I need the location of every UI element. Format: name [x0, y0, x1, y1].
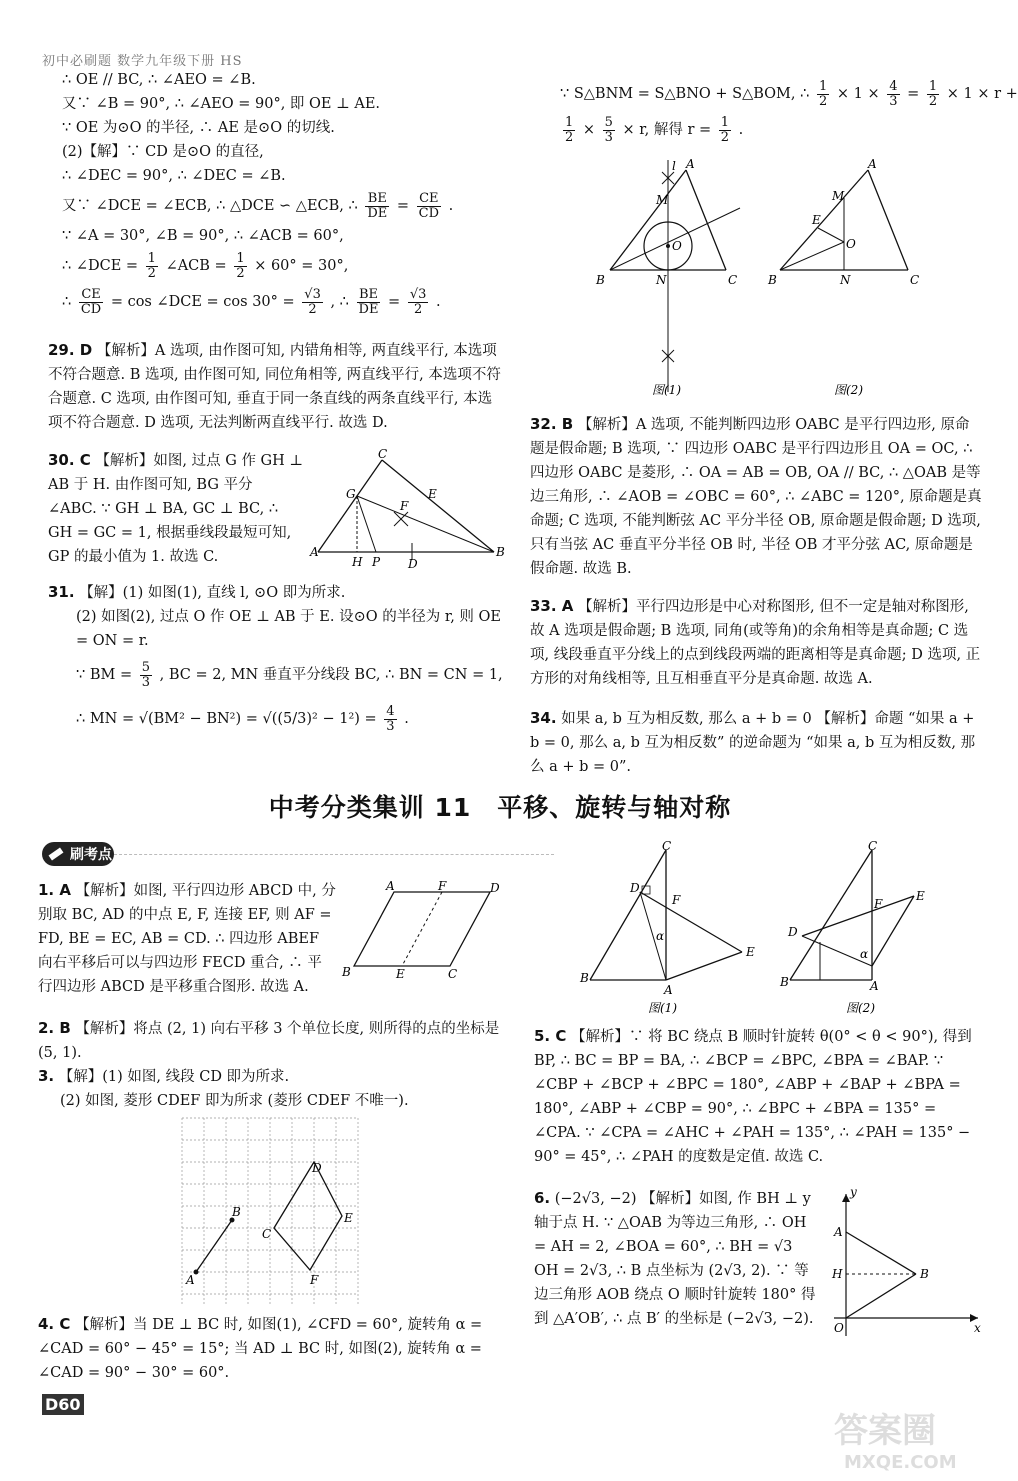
label-C: C	[262, 1227, 272, 1241]
label-A: A	[186, 1273, 195, 1287]
label-y: y	[850, 1185, 857, 1199]
label-A: A	[386, 879, 395, 893]
fraction	[146, 252, 158, 281]
label-N: N	[840, 273, 851, 287]
question-text: 【解析】将点 (2, 1) 向右平移 3 个单位长度, 则所得的点的坐标是 (5, 1).	[38, 1021, 500, 1061]
figure-q4	[580, 840, 940, 1016]
label-P: P	[372, 555, 381, 569]
denominator: 3	[141, 674, 150, 690]
question-text: 【解析】∵ 将 BC 绕点 B 顺时针旋转 θ(0° < θ < 90°), 得到 BP, ∴ BC = BP = BA, ∴ ∠BCP = ∠BPC, ∠BPA = ∠BAP. ∵ ∠CBP + ∠BCP + ∠BPC = 180°, ∠ABP + ∠BAP + ∠BPA = 180°, ∠ABP + ∠CBP = 90°, ∴ ∠BPC + ∠BPA = 135° = ∠CPA. ∵ ∠CPA = ∠AHC + ∠PAH = 135°, ∴ ∠PAH = 135° − 90° = 45°, ∴ ∠PAH 的度数是定值. 故选 C.	[534, 1029, 972, 1165]
question-3	[38, 1064, 504, 1113]
label-B: B	[342, 965, 351, 979]
figure-q3-grid	[174, 1114, 370, 1308]
label-alpha: α	[656, 929, 665, 943]
numerator: BE	[365, 192, 389, 207]
denominator: CD	[418, 205, 440, 221]
text-span: , BC = 2, MN 垂直平分线段 BC, ∴ BN = CN = 1,	[159, 667, 503, 683]
text-span: × 1 ×	[836, 86, 880, 102]
numerator: BE	[357, 288, 381, 303]
numerator: 5	[604, 114, 613, 130]
denominator: 2	[565, 129, 574, 145]
text-span: = cos ∠DCE = cos 30° =	[110, 294, 295, 310]
fraction	[927, 80, 939, 109]
label-F: F	[310, 1273, 319, 1287]
question-text: 【解析】如图, 过点 G 作 GH ⊥ AB 于 H. 由作图可知, BG 平分 ∠ABC. ∵ GH ⊥ BA, GC ⊥ BC, ∴ GH = GC = 1, 根据垂线段最短可知, GP 的最小值为 1. 故选 C.	[48, 453, 304, 565]
question-number: 6.	[534, 1189, 551, 1207]
numerator: 4	[386, 703, 395, 719]
question-30	[48, 448, 304, 569]
label-B: B	[580, 971, 589, 985]
question-text: 【解析】A 选项, 由作图可知, 内错角相等, 两直线平行, 本选项不符合题意. B 选项, 由作图可知, 同位角相等, 两直线平行, 本选项不符合题意. C 选项, 由作图可知, 垂直于同一条直线的两条直线平行, 本选项不符合题意. D 选项, 无法判断两直线平行. 故选 D.	[48, 343, 501, 431]
label-B: B	[920, 1267, 929, 1281]
fraction	[140, 661, 152, 690]
label-H: H	[352, 555, 363, 569]
label-F: F	[874, 897, 883, 911]
label-M: M	[832, 189, 845, 203]
question-number: 1. A	[38, 881, 71, 899]
question-text: (−2√3, −2) 【解析】如图, 作 BH ⊥ y 轴于点 H. ∵ △OAB 为等边三角形, ∴ OH = AH = 2, ∠BOA = 60°, ∴ BH = √3 OH = 2√3, ∴ B 点坐标为 (2√3, 2). ∵ 等边三角形 AOB 绕点 O 顺时针旋转 180° 得到 △A′OB′, ∴ 点 B′ 的坐标是 (−2√3, −2).	[534, 1191, 816, 1327]
question-text: (2) 如图(2), 过点 O 作 OE ⊥ AB 于 E. 设⊙O 的半径为 r, 则 OE = ON = r.	[76, 609, 501, 649]
label-E: E	[344, 1211, 353, 1225]
fraction	[79, 288, 103, 317]
text-span: =	[396, 198, 410, 214]
figure-q31	[590, 157, 930, 400]
label-B: B	[232, 1205, 241, 1219]
label-l: l	[672, 159, 676, 173]
svg-text:MXQE.COM: MXQE.COM	[844, 1452, 957, 1473]
label-M: M	[656, 193, 669, 207]
fraction	[417, 192, 441, 221]
text-span: ∴	[62, 294, 72, 310]
left-column-top	[62, 68, 502, 320]
numerator: 1	[565, 114, 574, 130]
label-O: O	[846, 237, 856, 251]
question-5	[534, 1024, 978, 1169]
question-text: 【解析】当 DE ⊥ BC 时, 如图(1), ∠CFD = 60°, 旋转角 α = ∠CAD = 60° − 45° = 15°; 当 AD ⊥ BC 时, 如图(2), 旋转角 α = ∠CAD = 90° − 30° = 60°.	[38, 1317, 483, 1381]
label-O: O	[672, 239, 682, 253]
text-span: ∴ MN = √(BM² − BN²) = √((5/3)² − 1²) =	[76, 711, 377, 727]
fraction	[302, 288, 323, 317]
watermark-logo	[830, 1400, 995, 1475]
question-number: 29. D	[48, 341, 93, 359]
text-span: ∠ACB =	[165, 258, 227, 274]
question-6	[534, 1186, 820, 1331]
question-31	[48, 580, 504, 741]
divider	[114, 854, 554, 855]
question-number: 2. B	[38, 1019, 71, 1037]
text-line: ∴ ∠DEC = 90°, ∴ ∠DEC = ∠B.	[62, 168, 286, 184]
label-B: B	[768, 273, 777, 287]
denominator: 2	[236, 265, 245, 281]
label-B: B	[496, 545, 505, 559]
label-F: F	[672, 893, 681, 907]
figure-caption: 图(1)	[648, 1001, 677, 1015]
label-A: A	[664, 983, 673, 997]
label-A: A	[834, 1225, 843, 1239]
text-line: (2)【解】∵ CD 是⊙O 的直径,	[62, 144, 264, 160]
text-span: .	[435, 294, 441, 310]
question-number: 33. A	[530, 597, 574, 615]
question-32	[530, 412, 982, 581]
question-number: 4. C	[38, 1315, 71, 1333]
section-title: 中考分类集训 11 平移、旋转与轴对称	[268, 793, 732, 822]
question-1	[38, 878, 336, 999]
label-x: x	[974, 1321, 981, 1335]
numerator: 1	[236, 250, 245, 266]
label-O: O	[834, 1321, 844, 1335]
fraction	[719, 116, 731, 145]
numerator: √3	[304, 286, 321, 302]
label-D: D	[312, 1161, 322, 1175]
text-line	[62, 284, 502, 320]
label-D: D	[490, 881, 500, 895]
denominator: 2	[147, 265, 156, 281]
right-column-top	[560, 76, 1018, 148]
text-line	[62, 188, 502, 224]
label-C: C	[378, 447, 388, 461]
label-D: D	[630, 881, 640, 895]
text-span: ∵ BM =	[76, 667, 133, 683]
label-A: A	[868, 157, 877, 171]
fraction	[234, 252, 246, 281]
label-D: D	[788, 925, 798, 939]
question-text: 【解析】平行四边形是中心对称图形, 但不一定是轴对称图形, 故 A 选项是假命题; B 选项, 同角(或等角)的余角相等是真命题; C 选项, 线段垂直平分线上的点到线段两端的距离相等是真命题; D 选项, 正方形的对角线相等, 且互相垂直平分是真命题. 故选 A.	[530, 599, 981, 687]
numerator: 5	[141, 659, 150, 675]
text-line: 又∵ ∠B = 90°, ∴ ∠AEO = 90°, 即 OE ⊥ AE.	[62, 96, 381, 112]
label-B: B	[596, 273, 605, 287]
numerator: 4	[889, 78, 898, 94]
denominator: 3	[386, 718, 395, 734]
denominator: CD	[80, 301, 102, 317]
text-line	[48, 697, 504, 741]
numerator: 1	[818, 78, 828, 94]
text-line: ∴ OE // BC, ∴ ∠AEO = ∠B.	[62, 72, 256, 88]
label-B: B	[780, 975, 789, 989]
text-span: , ∴	[330, 294, 349, 310]
denominator: 2	[308, 301, 317, 317]
fraction	[887, 80, 899, 109]
label-E: E	[746, 945, 755, 959]
numerator: CE	[417, 192, 441, 207]
text-span: × 60° = 30°,	[254, 258, 349, 274]
text-span: ∴ ∠DCE =	[62, 258, 139, 274]
denominator: 3	[889, 93, 898, 109]
text-span: =	[907, 86, 920, 102]
question-text: 【解】(1) 如图, 线段 CD 即为所求.	[58, 1069, 290, 1085]
figure-caption: 图(1)	[652, 383, 681, 397]
fraction	[408, 288, 429, 317]
denominator: 2	[413, 301, 423, 317]
label-N: N	[656, 273, 667, 287]
fraction	[365, 192, 389, 221]
question-number: 5. C	[534, 1027, 567, 1045]
label-C: C	[662, 839, 672, 853]
text-span: × r, 解得 r =	[622, 122, 712, 138]
running-header: 初中必刷题 数学九年级下册 HS	[42, 54, 243, 69]
badge-kaodian	[42, 842, 172, 868]
denominator: 2	[720, 129, 730, 145]
text-span: × 1 × r +	[946, 86, 1018, 102]
label-E: E	[428, 487, 437, 501]
text-line	[560, 112, 980, 148]
label-C: C	[448, 967, 458, 981]
text-span: ∵ S△BNM = S△BNO + S△BOM, ∴	[560, 86, 810, 102]
question-text: 【解析】如图, 平行四边形 ABCD 中, 分别取 BC, AD 的中点 E, F, 连接 EF, 则 AF = FD, BE = EC, AB = CD. ∴ 四边形 ABEF 向右平移后可以与四边形 FECD 重合, ∴ 平行四边形 ABCD 是平移重合图形. 故选 A.	[38, 883, 336, 995]
figure-q6	[826, 1186, 986, 1346]
label-G: G	[346, 487, 356, 501]
label-F: F	[400, 499, 409, 513]
fraction	[603, 116, 615, 145]
question-2	[38, 1016, 504, 1065]
figure-caption: 图(2)	[834, 383, 863, 397]
question-number: 30. C	[48, 451, 91, 469]
question-text: 【解】(1) 如图(1), 直线 l, ⊙O 即为所求.	[79, 585, 346, 601]
text-span: =	[388, 294, 401, 310]
label-C: C	[910, 273, 920, 287]
text-line	[560, 76, 1018, 112]
numerator: CE	[79, 288, 103, 303]
numerator: 1	[147, 250, 156, 266]
text-line: ∵ ∠A = 30°, ∠B = 90°, ∴ ∠ACB = 60°,	[62, 228, 344, 244]
question-4	[38, 1312, 504, 1385]
text-span: 又∵ ∠DCE = ∠ECB, ∴ △DCE ∽ △ECB, ∴	[62, 198, 358, 214]
label-A: A	[310, 545, 319, 559]
denominator: 3	[604, 129, 613, 145]
denominator: 2	[818, 93, 828, 109]
question-33	[530, 594, 982, 691]
label-C: C	[868, 839, 878, 853]
figure-caption: 图(2)	[846, 1001, 875, 1015]
label-E: E	[916, 889, 925, 903]
numerator: √3	[409, 286, 427, 302]
fraction	[817, 80, 829, 109]
label-A: A	[870, 979, 879, 993]
text-span: .	[738, 122, 744, 138]
fraction	[357, 288, 381, 317]
label-D: D	[408, 557, 418, 571]
label-alpha: α	[860, 947, 869, 961]
denominator: 2	[928, 93, 938, 109]
question-number: 3.	[38, 1067, 55, 1085]
numerator: 1	[928, 78, 938, 94]
question-text: (2) 如图, 菱形 CDEF 即为所求 (菱形 CDEF 不唯一).	[60, 1093, 409, 1109]
question-text: 如果 a, b 互为相反数, 那么 a + b = 0 【解析】命题 “如果 a + b = 0, 那么 a, b 互为相反数” 的逆命题为 “如果 a, b 互为相反数, 那么 a + b = 0”.	[530, 711, 976, 775]
text-span: .	[448, 198, 454, 214]
label-E: E	[396, 967, 405, 981]
fraction	[563, 116, 575, 145]
question-number: 32. B	[530, 415, 574, 433]
page-number: D60	[42, 1394, 84, 1415]
text-line	[62, 248, 502, 284]
question-text: 【解析】A 选项, 不能判断四边形 OABC 是平行四边形, 原命题是假命题; B 选项, ∵ 四边形 OABC 是平行四边形且 OA = OC, ∴ 四边形 OABC 是菱形, ∴ OA = AB = OB, OA // BC, ∴ △OAB 是等边三角形, ∴ ∠AOB = ∠OBC = 60°, ∴ ∠ABC = 120°, 原命题是真命题; C 选项, 不能判断弦 AC 平分半径 OB, 原命题是假命题; D 选项, 只有当弦 AC 垂直平分半径 OB 时, 半径 OB 才平分弦 AC, 原命题是假命题. 故选 B.	[530, 417, 982, 577]
text-line	[48, 653, 504, 697]
denominator: DE	[358, 301, 379, 317]
svg-text:答案圈: 答案圈	[834, 1411, 936, 1451]
question-29	[48, 338, 504, 435]
label-E: E	[812, 213, 821, 227]
label-C: C	[728, 273, 738, 287]
label-H: H	[832, 1267, 843, 1281]
question-number: 34.	[530, 709, 557, 727]
label-F: F	[438, 879, 447, 893]
denominator: DE	[367, 205, 388, 221]
question-34	[530, 706, 982, 779]
label-A: A	[686, 157, 695, 171]
pencil-icon	[46, 844, 68, 864]
text-span: ×	[582, 122, 596, 138]
text-span: .	[404, 711, 409, 727]
text-line: ∵ OE 为⊙O 的半径, ∴ AE 是⊙O 的切线.	[62, 120, 335, 136]
fraction	[384, 705, 396, 734]
badge-label: 刷考点	[70, 847, 112, 863]
figure-q30	[308, 448, 508, 570]
numerator: 1	[720, 114, 730, 130]
question-number: 31.	[48, 583, 75, 601]
figure-q1	[338, 880, 508, 980]
